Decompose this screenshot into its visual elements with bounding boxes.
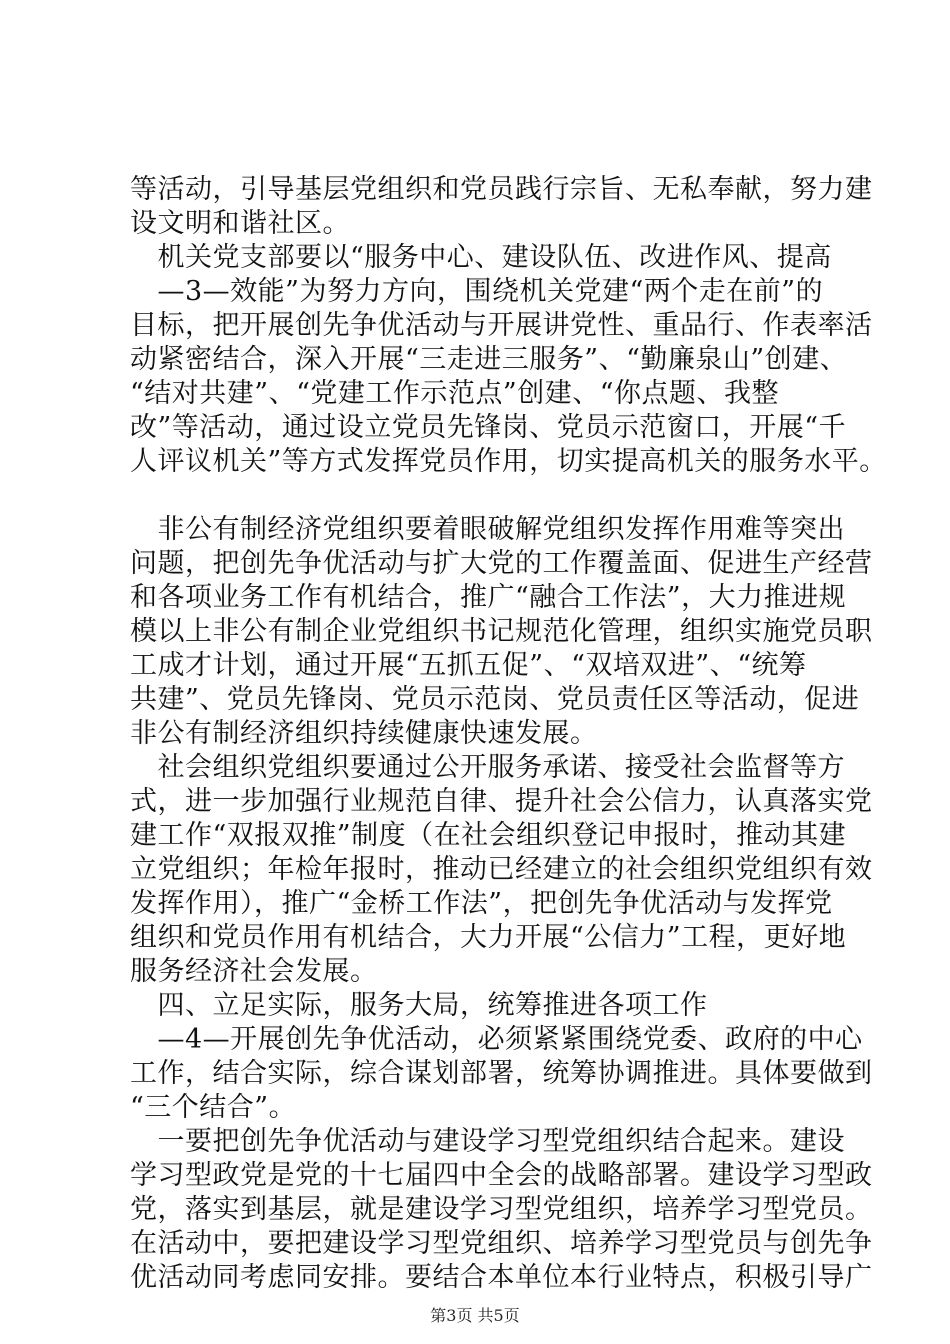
- text-line: 在活动中，要把建设学习型党组织、培养学习型党员与创先争: [130, 1228, 873, 1259]
- page-footer: 第3页 共5页: [430, 1306, 520, 1325]
- text-line: —4—开展创先争优活动，必须紧紧围绕党委、政府的中心: [130, 1024, 863, 1055]
- text-line: 模以上非公有制企业党组织书记规范化管理，组织实施党员职: [130, 616, 873, 647]
- text-line: 共建”、党员先锋岗、党员示范岗、党员责任区等活动，促进: [130, 684, 860, 715]
- text-line: 和各项业务工作有机结合，推广“融合工作法”，大力推进规: [130, 582, 847, 613]
- text-line: 服务经济社会发展。: [130, 956, 378, 987]
- text-line: 问题，把创先争优活动与扩大党的工作覆盖面、促进生产经营: [130, 548, 873, 579]
- text-line: “三个结合”。: [130, 1092, 297, 1123]
- text-line: 式，进一步加强行业规范自律、提升社会公信力，认真落实党: [130, 786, 873, 817]
- text-line: 非公有制经济组织持续健康快速发展。: [130, 718, 598, 749]
- text-line: 人评议机关”等方式发挥党员作用，切实提高机关的服务水平。: [130, 446, 887, 477]
- text-line: 动紧密结合，深入开展“三走进三服务”、“勤廉泉山”创建、: [130, 344, 848, 375]
- text-line: 等活动，引导基层党组织和党员践行宗旨、无私奉献，努力建: [130, 174, 873, 205]
- text-line: 建工作“双报双推”制度（在社会组织登记申报时，推动其建: [130, 820, 847, 851]
- text-line: 四、立足实际，服务大局，统筹推进各项工作: [130, 990, 708, 1021]
- text-line: 优活动同考虑同安排。要结合本单位本行业特点，积极引导广: [130, 1262, 873, 1293]
- text-line: 党，落实到基层，就是建设学习型党组织，培养学习型党员。: [130, 1194, 873, 1225]
- text-line: 目标，把开展创先争优活动与开展讲党性、重品行、作表率活: [130, 310, 873, 341]
- text-line: 工成才计划，通过开展“五抓五促”、“双培双进”、“统筹: [130, 650, 807, 681]
- text-line: 社会组织党组织要通过公开服务承诺、接受社会监督等方: [130, 752, 845, 783]
- text-line: 发挥作用），推广“金桥工作法”，把创先争优活动与发挥党: [130, 888, 833, 919]
- text-line: 机关党支部要以“服务中心、建设队伍、改进作风、提高: [130, 242, 832, 273]
- text-line: 非公有制经济党组织要着眼破解党组织发挥作用难等突出: [130, 514, 845, 545]
- text-line: “结对共建”、“党建工作示范点”创建、“你点题、我整: [130, 378, 780, 409]
- text-line: 工作，结合实际，综合谋划部署，统筹协调推进。具体要做到: [130, 1058, 873, 1089]
- text-line: 一要把创先争优活动与建设学习型党组织结合起来。建设: [130, 1126, 845, 1157]
- text-line: 立党组织；年检年报时，推动已经建立的社会组织党组织有效: [130, 854, 873, 885]
- text-line: —3—效能”为努力方向，围绕机关党建“两个走在前”的: [130, 276, 824, 307]
- text-line: 组织和党员作用有机结合，大力开展“公信力”工程，更好地: [130, 922, 847, 953]
- text-line: 改”等活动，通过设立党员先锋岗、党员示范窗口，开展“千: [130, 412, 847, 443]
- text-line: 设文明和谐社区。: [130, 208, 350, 239]
- text-line: 学习型政党是党的十七届四中全会的战略部署。建设学习型政: [130, 1160, 873, 1191]
